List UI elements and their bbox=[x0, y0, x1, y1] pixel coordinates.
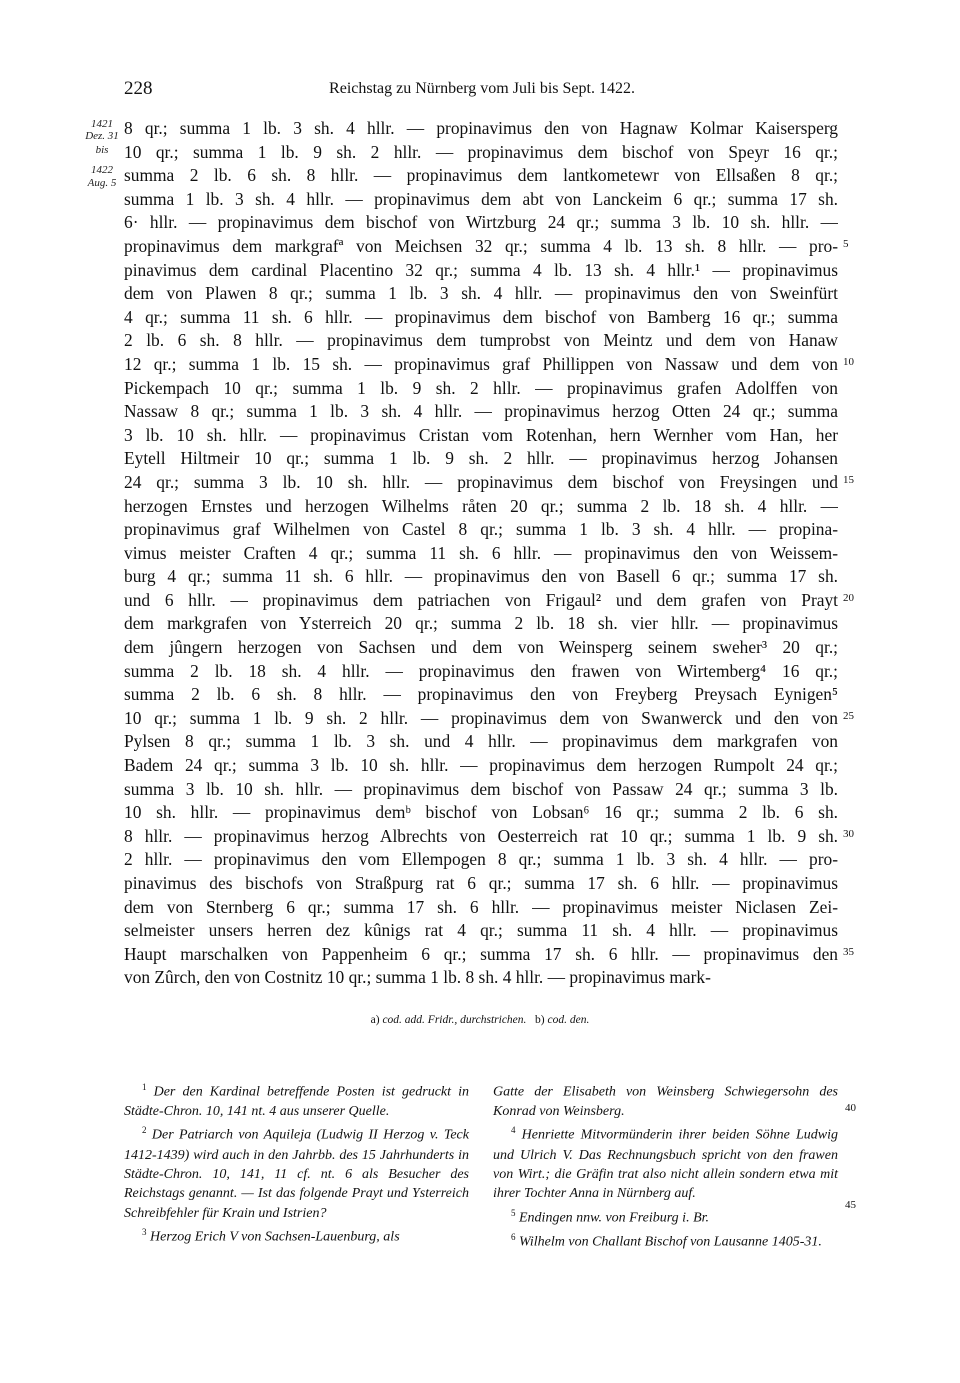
footnote-number: 2 bbox=[142, 1125, 147, 1136]
text-line: 24 qr.; summa 3 lb. 10 sh. hllr. — propinavimus dem bischof von Freysingen und bbox=[124, 471, 838, 492]
text-line: summa 2 lb. 6 sh. 8 hllr. — propinavimus den von Freyberg Preysach Eynigen⁵ bbox=[124, 684, 838, 705]
text-line: 2 hllr. — propinavimus den vom Ellempogen 8 qr.; summa 1 lb. 3 sh. 4 hllr. — pro- bbox=[124, 849, 838, 870]
text-line: dem von Sternberg 6 qr.; summa 17 sh. 6 hllr. — propinavimus meister Niclasen Zei- bbox=[124, 896, 838, 917]
footnote-text: Der Patriarch von Aquileja (Ludwig II Herzog v. Teck 1412-1439) wird auch in den Jahrbb. des 15 Jahrhunderts in Städte-Chron. 10, 141, 11 cf. nt. 6 als Besucher des Reichstags genannt. — Ist das folgende Prayt und Ysterreich Schreibfehler für Krain und Istrien? bbox=[124, 1128, 469, 1221]
footnote-number: 3 bbox=[142, 1227, 147, 1238]
text-line: pinavimus dem cardinal Placentino 32 qr.; summa 4 lb. 13 sh. 4 hllr.¹ — propinavimus bbox=[124, 259, 838, 280]
line-number: 35 bbox=[843, 946, 854, 958]
apparatus-a-text: cod. add. Fridr., durchstrichen. bbox=[382, 1014, 527, 1026]
line-number: 10 bbox=[843, 356, 854, 368]
text-line: 8 hllr. — propinavimus herzog Albrechts von Oesterreich rat 10 qr.; summa 1 lb. 9 sh. bbox=[124, 825, 838, 846]
text-line: summa 2 lb. 18 sh. 4 hllr. — propinavimus den frawen von Wirtemberg⁴ 16 qr.; bbox=[124, 660, 838, 681]
text-line: 3 lb. 10 sh. hllr. — propinavimus Cristan vom Rotenhan, hern Wernher vom Han, her bbox=[124, 424, 838, 445]
text-line: 10 sh. hllr. — propinavimus demᵇ bischof von Lobsan⁶ 16 qr.; summa 2 lb. 6 sh. bbox=[124, 802, 838, 823]
line-number: 20 bbox=[843, 592, 854, 604]
text-line: Eytell Hiltmeir 10 qr.; summa 1 lb. 9 sh. 2 hllr. — propinavimus herzog Johansen bbox=[124, 448, 838, 469]
text-line: 6· hllr. — propinavimus dem bischof von Wirtzburg 24 qr.; summa 3 lb. 10 sh. hllr. — bbox=[124, 212, 838, 233]
text-line: dem jûngern herzogen von Sachsen und dem von Weinsperg seinem sweher³ 20 qr.; bbox=[124, 637, 838, 658]
footnote-text: Der den Kardinal betreffende Posten ist gedruckt in Städte-Chron. 10, 141 nt. 4 aus unserer Quelle. bbox=[124, 1084, 470, 1120]
line-number: 5 bbox=[843, 238, 849, 250]
footnotes-left-column bbox=[124, 1078, 469, 1247]
critical-apparatus bbox=[0, 1014, 960, 1026]
text-line: 10 qr.; summa 1 lb. 9 sh. 2 hllr. — propinavimus dem von Swanwerck und den von bbox=[124, 707, 838, 728]
text-line: Badem 24 qr.; summa 3 lb. 10 sh. hllr. — propinavimus dem herzogen Rumpolt 24 qr.; bbox=[124, 755, 838, 776]
line-number: 40 bbox=[845, 1102, 856, 1114]
footnote bbox=[124, 1078, 469, 1121]
side-date-year-end: 1422 bbox=[91, 164, 113, 176]
text-line: propinavimus dem markgrafª von Meichsen 32 qr.; summa 4 lb. 13 sh. 8 hllr. — pro- bbox=[124, 235, 838, 256]
line-number: 45 bbox=[845, 1199, 856, 1211]
text-line: pinavimus des bischofs von Straßpurg rat 6 qr.; summa 17 sh. 6 hllr. — propinavimus bbox=[124, 873, 838, 893]
footnote bbox=[493, 1121, 838, 1203]
side-date-bis: bis bbox=[95, 144, 109, 156]
text-line: und 6 hllr. — propinavimus dem patriachen von Frigaul² und dem grafen von Prayt bbox=[124, 589, 838, 610]
text-line: summa 1 lb. 3 sh. 4 hllr. — propinavimus dem abt von Lanckeim 6 qr.; summa 17 sh. bbox=[124, 188, 838, 209]
line-number: 25 bbox=[843, 710, 854, 722]
footnote bbox=[124, 1121, 469, 1223]
apparatus-b-text: cod. den. bbox=[547, 1014, 590, 1026]
text-line: summa 3 lb. 10 sh. hllr. — propinavimus dem bischof von Passaw 24 qr.; summa 3 lb. bbox=[124, 778, 838, 799]
text-line: 8 qr.; summa 1 lb. 3 sh. 4 hllr. — propinavimus den von Hagnaw Kolmar Kaisersperg bbox=[124, 118, 838, 138]
side-date-day-end: Aug. 5 bbox=[87, 177, 117, 189]
apparatus-a-mark: a) bbox=[370, 1014, 380, 1026]
footnote bbox=[493, 1228, 838, 1252]
footnote-number: 1 bbox=[142, 1082, 147, 1092]
line-number: 30 bbox=[843, 828, 854, 840]
side-date-day-start: Dez. 31 bbox=[85, 130, 119, 142]
footnote-number: 5 bbox=[511, 1207, 516, 1218]
apparatus-b-mark: b) bbox=[535, 1014, 545, 1026]
footnote-text: Gatte der Elisabeth von Weinsberg Schwiegersohn des Konrad von Weinsberg. bbox=[493, 1084, 838, 1120]
text-line: selmeister unsers herren dez kûnigs rat 4 qr.; summa 11 sh. 4 hllr. — propinavimus bbox=[124, 920, 838, 941]
running-title: Reichstag zu Nürnberg vom Juli bis Sept. 1422. bbox=[329, 80, 635, 97]
text-line: Haupt marschalken von Pappenheim 6 qr.; summa 17 sh. 6 hllr. — propinavimus den bbox=[124, 943, 838, 964]
footnote-text: Wilhelm von Challant Bischof von Lausanne 1405-31. bbox=[519, 1234, 822, 1250]
page-header bbox=[124, 78, 840, 102]
footnote bbox=[493, 1078, 838, 1121]
footnote-text: Henriette Mitvormünderin ihrer beiden Söhne Ludwig und Ulrich V. Das Rechnungsbuch spricht von den frawen von Wirt.; die Gräfin trat also nicht allein sondern etwa mit ihrer Tochter Anna in Nürnberg auf. bbox=[493, 1128, 838, 1202]
text-line: dem markgrafen von Ysterreich 20 qr.; summa 2 lb. 18 sh. vier hllr. — propinavimus bbox=[124, 613, 838, 634]
side-date-year-start: 1421 bbox=[91, 118, 113, 130]
footnote-text: Herzog Erich V von Sachsen-Lauenburg, als bbox=[150, 1229, 400, 1245]
line-number: 15 bbox=[843, 474, 854, 486]
text-line: 4 qr.; summa 11 sh. 6 hllr. — propinavimus dem bischof von Bamberg 16 qr.; summa bbox=[124, 306, 838, 327]
main-text bbox=[124, 117, 838, 990]
text-line: von Zûrch, den von Costnitz 10 qr.; summa 1 lb. 8 sh. 4 hllr. — propinavimus mark- bbox=[124, 967, 711, 988]
text-line: vimus meister Craften 4 qr.; summa 11 sh. 6 hllr. — propinavimus den von Weissem- bbox=[124, 542, 838, 563]
text-line: Pylsen 8 qr.; summa 1 lb. 3 sh. und 4 hllr. — propinavimus dem markgrafen von bbox=[124, 731, 838, 752]
footnotes-right-column bbox=[493, 1078, 838, 1252]
text-line: Pickempach 10 qr.; summa 1 lb. 9 sh. 2 hllr. — propinavimus grafen Adolffen von bbox=[124, 377, 838, 398]
footnote bbox=[493, 1204, 838, 1228]
page-number: 228 bbox=[124, 78, 153, 99]
text-line: dem von Plawen 8 qr.; summa 1 lb. 3 sh. 4 hllr. — propinavimus den von Sweinfürt bbox=[124, 283, 838, 304]
text-line: Nassaw 8 qr.; summa 1 lb. 3 sh. 4 hllr. — propinavimus herzog Otten 24 qr.; summa bbox=[124, 401, 838, 422]
footnote bbox=[124, 1223, 469, 1247]
footnote-text: Endingen nnw. von Freiburg i. Br. bbox=[519, 1210, 710, 1226]
text-line: summa 2 lb. 6 sh. 8 hllr. — propinavimus dem lantkometewr von Ellsaßen 8 qr.; bbox=[124, 165, 838, 186]
text-line: herzogen Ernstes und herzogen Wilhelms råten 20 qr.; summa 2 lb. 18 sh. 4 hllr. — bbox=[124, 495, 838, 516]
text-line: 10 qr.; summa 1 lb. 9 sh. 2 hllr. — propinavimus dem bischof von Speyr 16 qr.; bbox=[124, 141, 838, 162]
text-line: 12 qr.; summa 1 lb. 15 sh. — propinavimus graf Phillippen von Nassaw und dem von bbox=[124, 353, 838, 374]
text-line: propinavimus graf Wilhelmen von Castel 8 qr.; summa 1 lb. 3 sh. 4 hllr. — propina- bbox=[124, 519, 838, 540]
text-line: 2 lb. 6 sh. 8 hllr. — propinavimus dem tumprobst von Meintz und dem von Hanaw bbox=[124, 330, 838, 351]
footnote-number: 4 bbox=[511, 1125, 516, 1136]
text-line: burg 4 qr.; summa 11 sh. 6 hllr. — propinavimus den von Basell 6 qr.; summa 17 sh. bbox=[124, 566, 838, 587]
footnote-number: 6 bbox=[511, 1231, 516, 1242]
